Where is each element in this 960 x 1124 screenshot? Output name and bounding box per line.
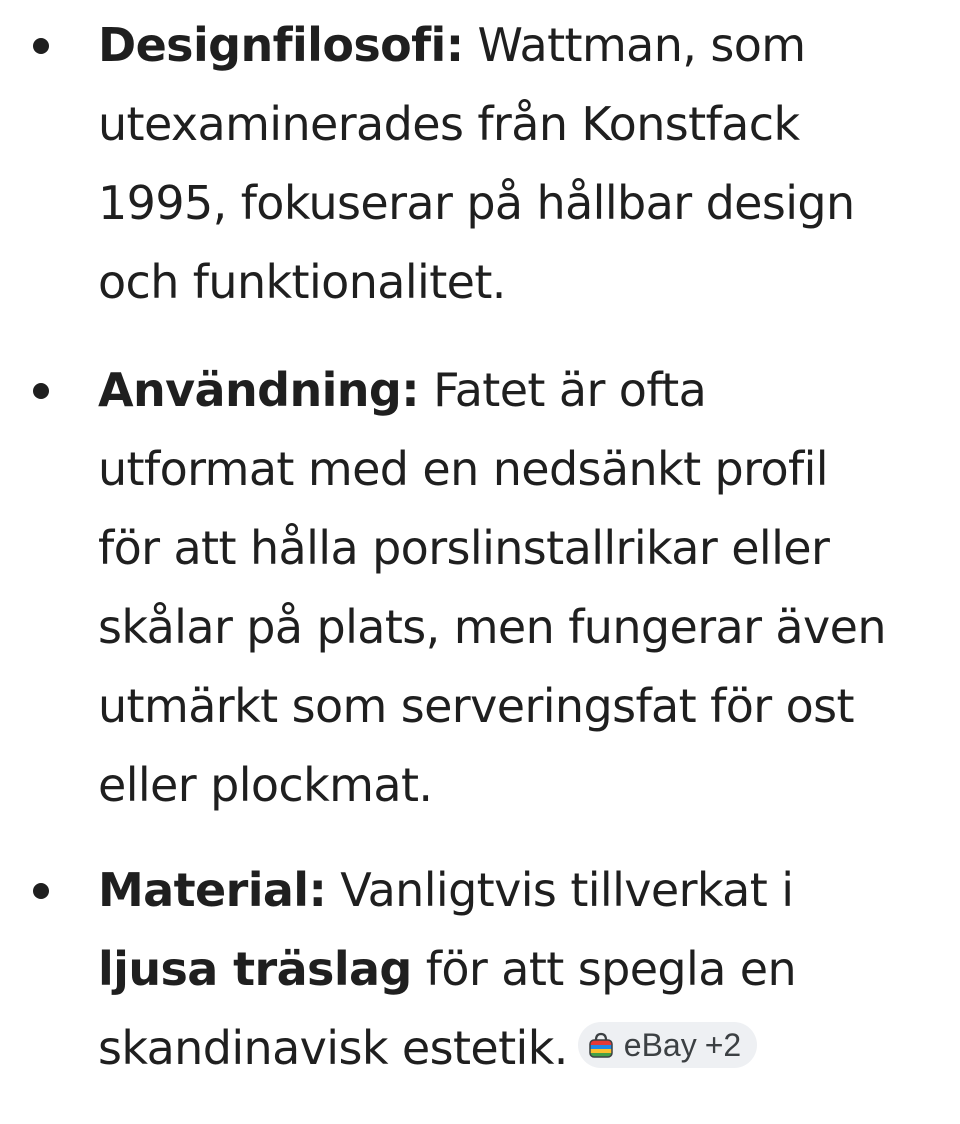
item-emphasis: ljusa träslag [98, 942, 412, 996]
chip-extra-count: +2 [704, 1027, 742, 1063]
item-body: Wattman, som utexaminerades från Konstfack 1995, fokuserar på hållbar design och funktionalitet. [98, 18, 855, 309]
item-body-before: Vanligtvis tillverkat i [326, 863, 794, 917]
chip-source-label: eBay [623, 1027, 697, 1063]
bullet-dot [33, 38, 49, 54]
item-body: Fatet är ofta utformat med en nedsänkt profil för att hålla porslinstallrikar eller skålar på plats, men fungerar även utmärkt som serveringsfat för ost eller plockmat. [98, 363, 886, 812]
list-item-text [98, 351, 898, 825]
item-label: Användning: [98, 363, 420, 417]
list-item-text [98, 6, 898, 322]
item-body-after: för att spegla en skandinavisk estetik. [98, 942, 797, 1075]
item-label: Designfilosofi: [98, 18, 464, 72]
list-item-text [98, 851, 898, 1088]
bullet-dot [33, 883, 49, 899]
source-chip[interactable] [578, 1022, 757, 1068]
item-label: Material: [98, 863, 327, 917]
shopping-bag-icon [586, 1030, 616, 1060]
bullet-dot [33, 383, 49, 399]
